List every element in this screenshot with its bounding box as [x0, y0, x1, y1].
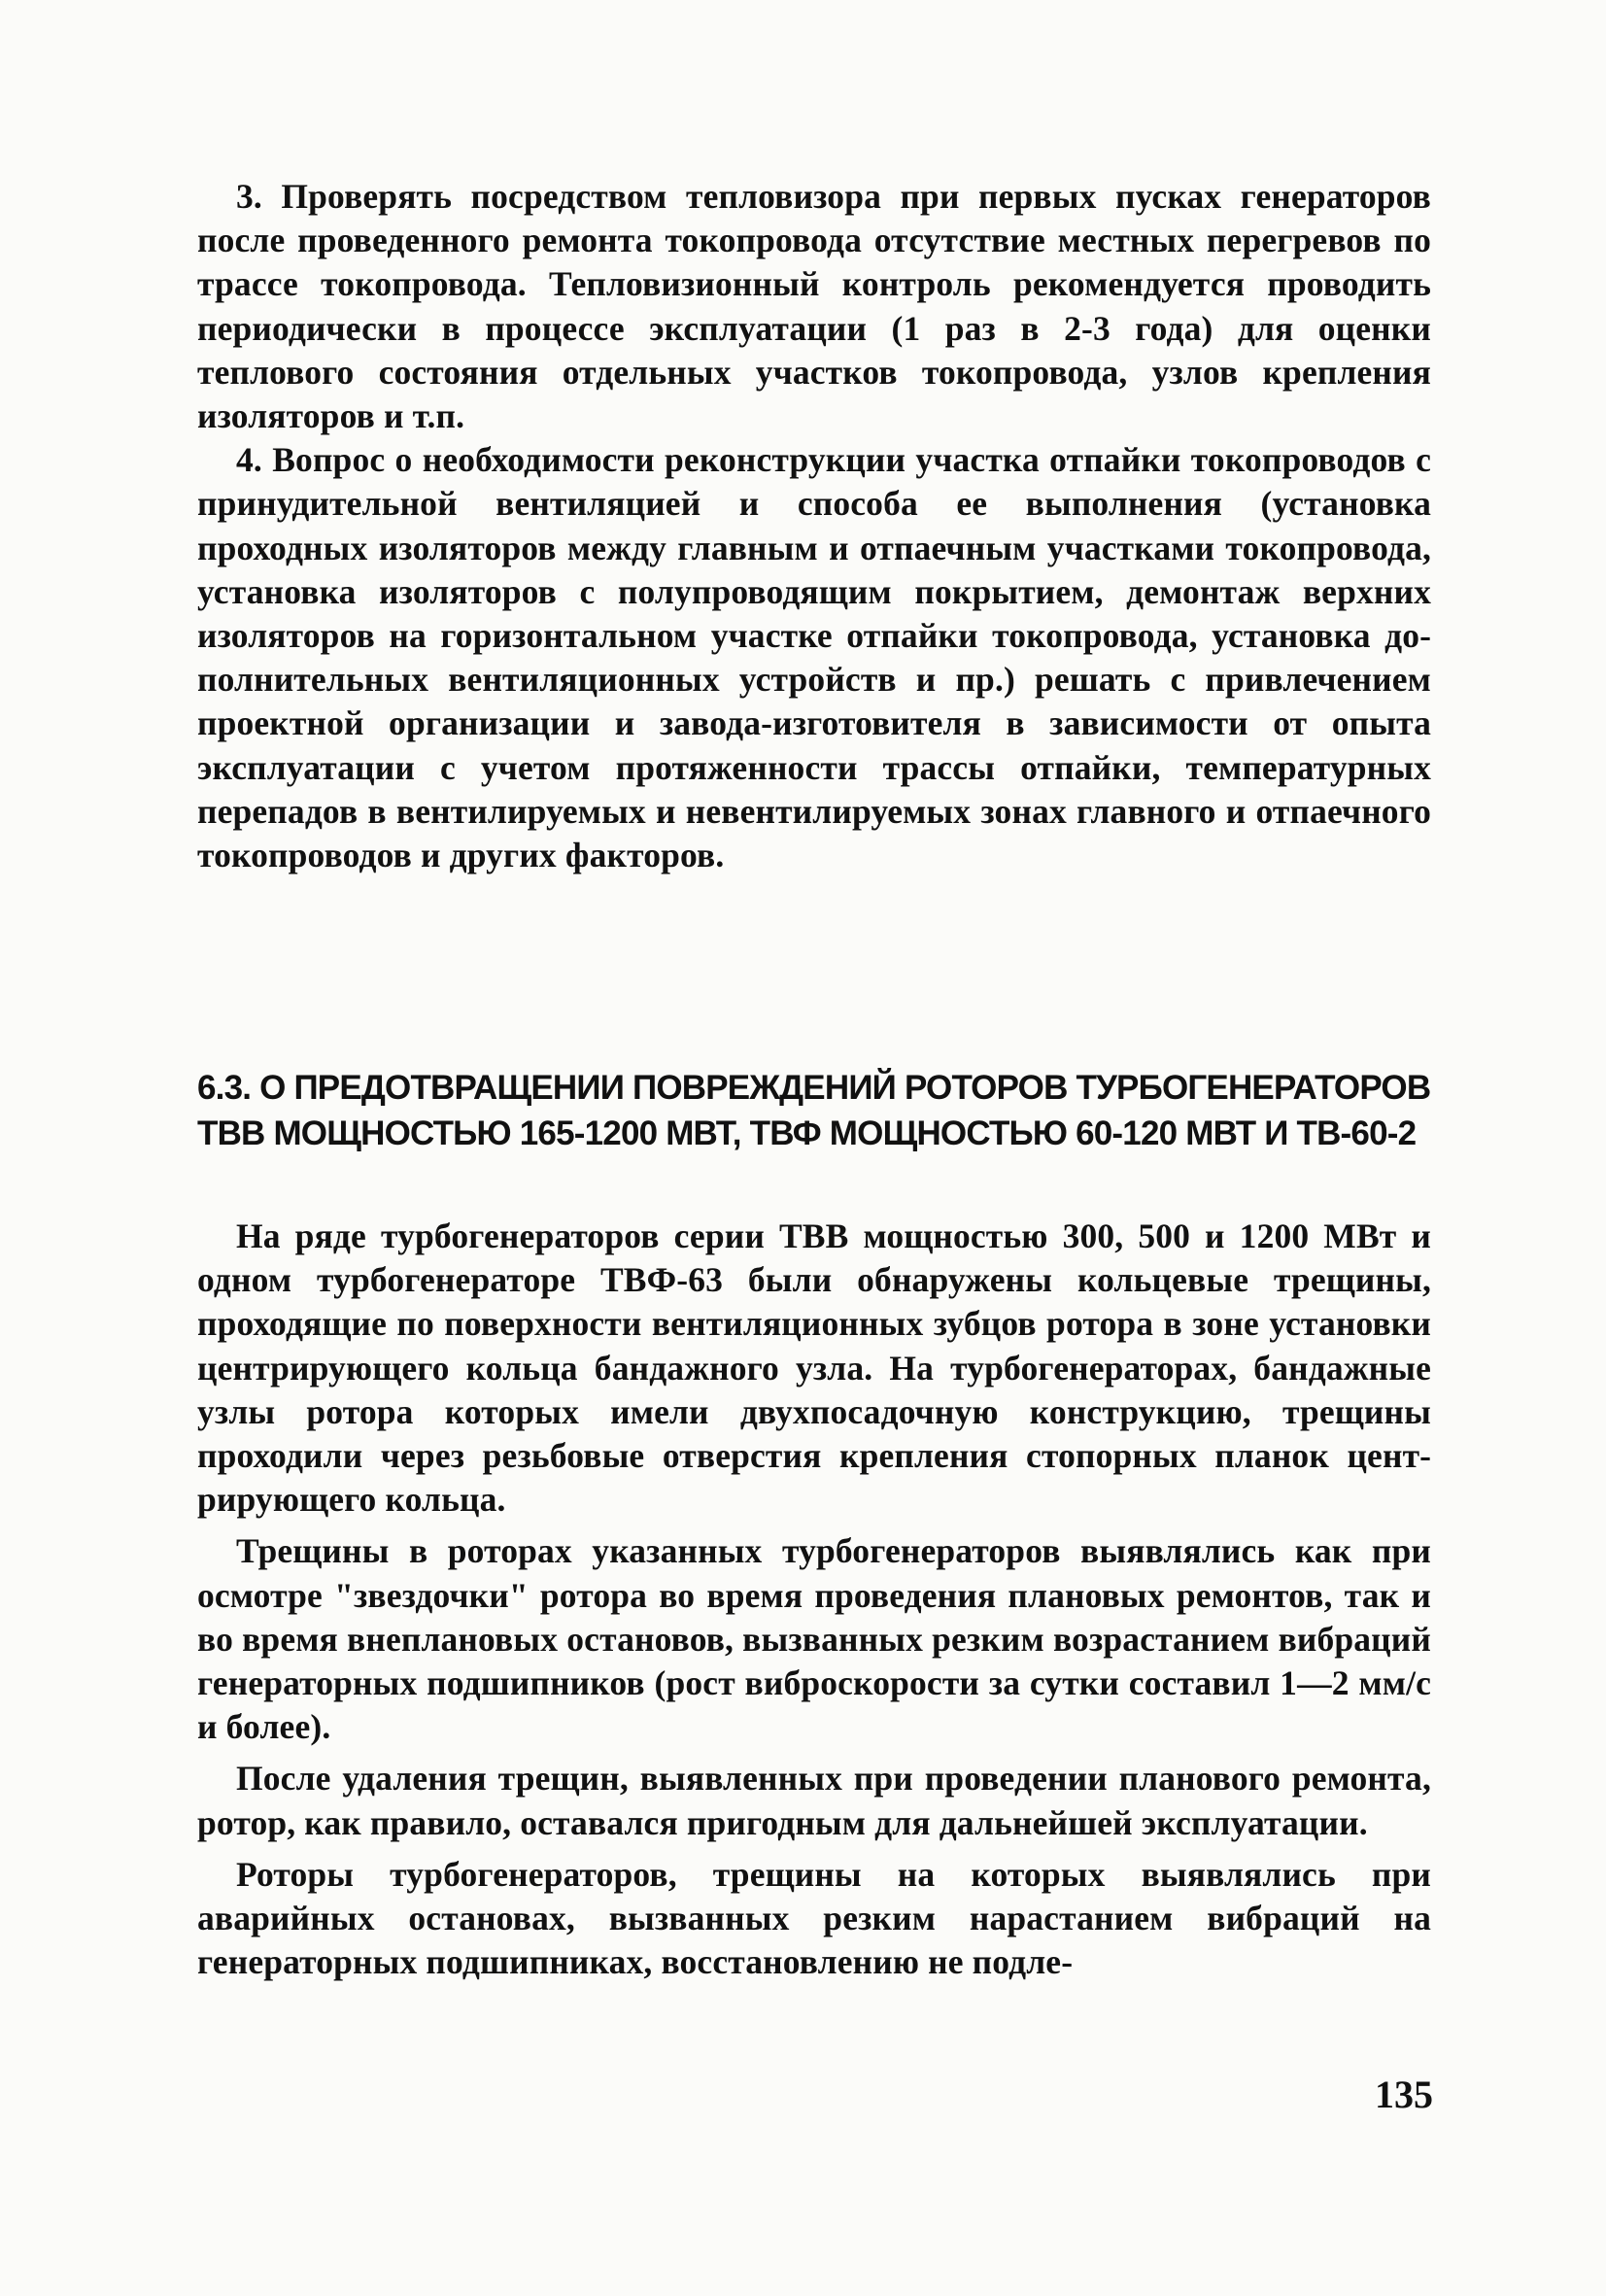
- paragraph: Роторы турбогенераторов, трещины на которых выявлялись при аварийных остановах, вызванных резким нарастанием вибраций на генераторных подшипниках, восстановлению не подле-: [197, 1854, 1431, 1982]
- section-heading: 6.3. О ПРЕДОТВРАЩЕНИИ ПОВРЕЖДЕНИЙ РОТОРОВ ТУРБОГЕНЕРАТОРОВ ТВВ МОЩНОСТЬЮ 165-1200 МВТ, ТВФ МОЩНОСТЬЮ 60-120 МВТ И ТВ-60-2: [197, 1069, 1431, 1152]
- paragraph-item-3: 3. Проверять посредством тепловизора при первых пусках генераторов после проведенного ремонта токопровода отсутствие местных перегревов по трассе токопровода. Тепловизионный контроль рекомендуется проводить периодически в процессе эксплуатации (1 раз в 2-3 года) для оценки теплового состояния отдельных участков токопровода, узлов крепления изоляторов и т.п.: [197, 177, 1431, 436]
- paragraph: На ряде турбогенераторов серии ТВВ мощностью 300, 500 и 1200 МВт и одном турбогенераторе ТВФ-63 были обнаружены кольцевые трещины, проходящие по поверхности вентиляционных зубцов ротора в зоне установки центрирующего кольца бандажного узла. На турбогенераторах, бандажные узлы ротора которых имели двухпосадочную конструкцию, трещины проходили через резьбовые отверстия крепления стопорных планок центрирующего кольца.: [197, 1217, 1431, 1520]
- page-number: 135: [1375, 2073, 1433, 2116]
- text-block-top: [197, 175, 1431, 877]
- paragraph: Трещины в роторах указанных турбогенераторов выявлялись как при осмотре "звездочки" ротора во время проведения плановых ремонтов, так и во время внеплановых остановов, вызванных резким возрастанием вибраций генераторных подшипников (рост виброскорости за сутки составил 1—2 мм/с и более).: [197, 1531, 1431, 1747]
- text-block-bottom: [197, 1215, 1431, 1984]
- paragraph-item-4: 4. Вопрос о необходимости реконструкции участка отпайки токопроводов с принудительной вентиляцией и способа ее выполнения (установка проходных изоляторов между главным и отпаечным участками токопровода, установка изоляторов с полупроводящим покрытием, демонтаж верхних изоляторов на горизонтальном участке отпайки токопровода, установка дополнительных вентиляционных устройств и пр.) решать с привлечением проектной организации и завода-изготовителя в зависимости от опыта эксплуатации с учетом протяженности трассы отпайки, температурных перепадов в вентилируемых и невентилируемых зонах главного и отпаечного токопроводов и других факторов.: [197, 440, 1431, 875]
- paragraph: После удаления трещин, выявленных при проведении планового ремонта, ротор, как правило, оставался пригодным для дальнейшей эксплуатации.: [197, 1759, 1431, 1842]
